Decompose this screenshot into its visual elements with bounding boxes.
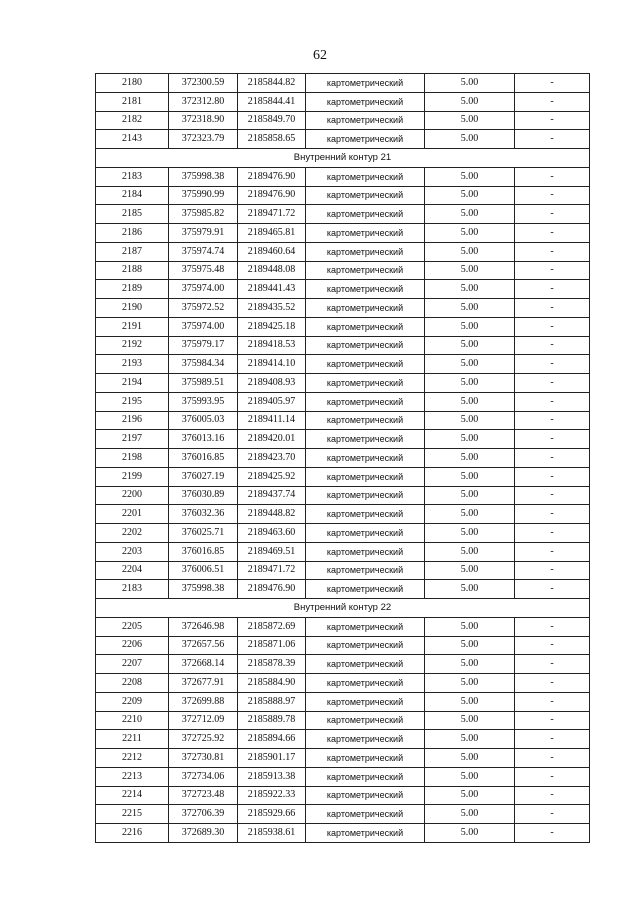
table-row	[96, 580, 590, 599]
accuracy-cell: 5.00	[425, 505, 515, 524]
y-coordinate-cell: 2189476.90	[238, 186, 306, 205]
description-cell: -	[515, 205, 590, 224]
accuracy-cell: 5.00	[425, 167, 515, 186]
point-number-cell: 2197	[96, 430, 169, 449]
table-row	[96, 655, 590, 674]
accuracy-cell: 5.00	[425, 74, 515, 93]
x-coordinate-cell: 375975.48	[169, 261, 238, 280]
y-coordinate-cell: 2185894.66	[238, 730, 306, 749]
y-coordinate-cell: 2189435.52	[238, 299, 306, 318]
y-coordinate-cell: 2189448.82	[238, 505, 306, 524]
accuracy-cell: 5.00	[425, 449, 515, 468]
method-cell: картометрический	[306, 111, 425, 130]
x-coordinate-cell: 372312.80	[169, 92, 238, 111]
accuracy-cell: 5.00	[425, 561, 515, 580]
point-number-cell: 2214	[96, 786, 169, 805]
point-number-cell: 2183	[96, 580, 169, 599]
description-cell: -	[515, 580, 590, 599]
y-coordinate-cell: 2185849.70	[238, 111, 306, 130]
method-cell: картометрический	[306, 392, 425, 411]
x-coordinate-cell: 375974.00	[169, 317, 238, 336]
method-cell: картометрический	[306, 299, 425, 318]
y-coordinate-cell: 2189414.10	[238, 355, 306, 374]
method-cell: картометрический	[306, 580, 425, 599]
y-coordinate-cell: 2189469.51	[238, 542, 306, 561]
description-cell: -	[515, 711, 590, 730]
x-coordinate-cell: 372657.56	[169, 636, 238, 655]
y-coordinate-cell: 2185878.39	[238, 655, 306, 674]
x-coordinate-cell: 375985.82	[169, 205, 238, 224]
description-cell: -	[515, 805, 590, 824]
table-row	[96, 167, 590, 186]
method-cell: картометрический	[306, 92, 425, 111]
x-coordinate-cell: 376016.85	[169, 542, 238, 561]
x-coordinate-cell: 372318.90	[169, 111, 238, 130]
point-number-cell: 2181	[96, 92, 169, 111]
table-row	[96, 392, 590, 411]
accuracy-cell: 5.00	[425, 467, 515, 486]
point-number-cell: 2211	[96, 730, 169, 749]
description-cell: -	[515, 561, 590, 580]
table-row	[96, 692, 590, 711]
table-row	[96, 542, 590, 561]
accuracy-cell: 5.00	[425, 486, 515, 505]
accuracy-cell: 5.00	[425, 374, 515, 393]
x-coordinate-cell: 372706.39	[169, 805, 238, 824]
coordinates-table	[95, 73, 590, 843]
description-cell: -	[515, 786, 590, 805]
point-number-cell: 2189	[96, 280, 169, 299]
table-row	[96, 711, 590, 730]
y-coordinate-cell: 2185871.06	[238, 636, 306, 655]
accuracy-cell: 5.00	[425, 749, 515, 768]
table-row	[96, 205, 590, 224]
method-cell: картометрический	[306, 805, 425, 824]
point-number-cell: 2204	[96, 561, 169, 580]
accuracy-cell: 5.00	[425, 280, 515, 299]
description-cell: -	[515, 524, 590, 543]
x-coordinate-cell: 376016.85	[169, 449, 238, 468]
point-number-cell: 2216	[96, 824, 169, 843]
point-number-cell: 2191	[96, 317, 169, 336]
x-coordinate-cell: 372734.06	[169, 767, 238, 786]
section-header-row	[96, 149, 590, 168]
description-cell: -	[515, 261, 590, 280]
description-cell: -	[515, 449, 590, 468]
method-cell: картометрический	[306, 130, 425, 149]
description-cell: -	[515, 824, 590, 843]
y-coordinate-cell: 2185901.17	[238, 749, 306, 768]
y-coordinate-cell: 2185884.90	[238, 674, 306, 693]
table-row	[96, 299, 590, 318]
x-coordinate-cell: 372646.98	[169, 617, 238, 636]
method-cell: картометрический	[306, 261, 425, 280]
x-coordinate-cell: 375979.17	[169, 336, 238, 355]
point-number-cell: 2210	[96, 711, 169, 730]
table-row	[96, 824, 590, 843]
y-coordinate-cell: 2185913.38	[238, 767, 306, 786]
description-cell: -	[515, 299, 590, 318]
y-coordinate-cell: 2185938.61	[238, 824, 306, 843]
method-cell: картометрический	[306, 674, 425, 693]
description-cell: -	[515, 636, 590, 655]
accuracy-cell: 5.00	[425, 674, 515, 693]
x-coordinate-cell: 372689.30	[169, 824, 238, 843]
accuracy-cell: 5.00	[425, 261, 515, 280]
y-coordinate-cell: 2185929.66	[238, 805, 306, 824]
point-number-cell: 2203	[96, 542, 169, 561]
point-number-cell: 2205	[96, 617, 169, 636]
table-body	[96, 74, 590, 843]
method-cell: картометрический	[306, 749, 425, 768]
x-coordinate-cell: 376005.03	[169, 411, 238, 430]
x-coordinate-cell: 372723.48	[169, 786, 238, 805]
description-cell: -	[515, 92, 590, 111]
method-cell: картометрический	[306, 467, 425, 486]
method-cell: картометрический	[306, 542, 425, 561]
accuracy-cell: 5.00	[425, 730, 515, 749]
point-number-cell: 2188	[96, 261, 169, 280]
x-coordinate-cell: 372668.14	[169, 655, 238, 674]
description-cell: -	[515, 674, 590, 693]
x-coordinate-cell: 376013.16	[169, 430, 238, 449]
y-coordinate-cell: 2189408.93	[238, 374, 306, 393]
accuracy-cell: 5.00	[425, 355, 515, 374]
x-coordinate-cell: 375979.91	[169, 224, 238, 243]
y-coordinate-cell: 2189476.90	[238, 580, 306, 599]
description-cell: -	[515, 542, 590, 561]
description-cell: -	[515, 655, 590, 674]
accuracy-cell: 5.00	[425, 130, 515, 149]
x-coordinate-cell: 376027.19	[169, 467, 238, 486]
accuracy-cell: 5.00	[425, 411, 515, 430]
point-number-cell: 2190	[96, 299, 169, 318]
description-cell: -	[515, 224, 590, 243]
table-row	[96, 749, 590, 768]
description-cell: -	[515, 374, 590, 393]
table-row	[96, 805, 590, 824]
point-number-cell: 2194	[96, 374, 169, 393]
description-cell: -	[515, 355, 590, 374]
accuracy-cell: 5.00	[425, 111, 515, 130]
table-row	[96, 505, 590, 524]
table-row	[96, 636, 590, 655]
x-coordinate-cell: 375998.38	[169, 167, 238, 186]
method-cell: картометрический	[306, 224, 425, 243]
x-coordinate-cell: 376030.89	[169, 486, 238, 505]
description-cell: -	[515, 486, 590, 505]
point-number-cell: 2208	[96, 674, 169, 693]
y-coordinate-cell: 2189471.72	[238, 205, 306, 224]
accuracy-cell: 5.00	[425, 655, 515, 674]
x-coordinate-cell: 375989.51	[169, 374, 238, 393]
y-coordinate-cell: 2185858.65	[238, 130, 306, 149]
point-number-cell: 2184	[96, 186, 169, 205]
x-coordinate-cell: 375993.95	[169, 392, 238, 411]
accuracy-cell: 5.00	[425, 205, 515, 224]
point-number-cell: 2187	[96, 242, 169, 261]
accuracy-cell: 5.00	[425, 580, 515, 599]
x-coordinate-cell: 372699.88	[169, 692, 238, 711]
table-row	[96, 317, 590, 336]
point-number-cell: 2206	[96, 636, 169, 655]
y-coordinate-cell: 2189476.90	[238, 167, 306, 186]
point-number-cell: 2180	[96, 74, 169, 93]
method-cell: картометрический	[306, 355, 425, 374]
method-cell: картометрический	[306, 430, 425, 449]
table-row	[96, 374, 590, 393]
x-coordinate-cell: 372323.79	[169, 130, 238, 149]
y-coordinate-cell: 2185844.41	[238, 92, 306, 111]
point-number-cell: 2192	[96, 336, 169, 355]
y-coordinate-cell: 2189463.60	[238, 524, 306, 543]
y-coordinate-cell: 2189465.81	[238, 224, 306, 243]
y-coordinate-cell: 2189448.08	[238, 261, 306, 280]
description-cell: -	[515, 130, 590, 149]
y-coordinate-cell: 2189423.70	[238, 449, 306, 468]
method-cell: картометрический	[306, 186, 425, 205]
point-number-cell: 2186	[96, 224, 169, 243]
accuracy-cell: 5.00	[425, 242, 515, 261]
table-row	[96, 786, 590, 805]
description-cell: -	[515, 280, 590, 299]
table-row	[96, 92, 590, 111]
table-row	[96, 130, 590, 149]
table-row	[96, 430, 590, 449]
table-row	[96, 336, 590, 355]
accuracy-cell: 5.00	[425, 692, 515, 711]
y-coordinate-cell: 2189425.18	[238, 317, 306, 336]
method-cell: картометрический	[306, 505, 425, 524]
description-cell: -	[515, 430, 590, 449]
table-row	[96, 411, 590, 430]
table-row	[96, 524, 590, 543]
description-cell: -	[515, 505, 590, 524]
description-cell: -	[515, 242, 590, 261]
method-cell: картометрический	[306, 524, 425, 543]
table-row	[96, 261, 590, 280]
accuracy-cell: 5.00	[425, 92, 515, 111]
description-cell: -	[515, 186, 590, 205]
method-cell: картометрический	[306, 786, 425, 805]
section-title: Внутренний контур 22	[96, 599, 590, 618]
accuracy-cell: 5.00	[425, 299, 515, 318]
description-cell: -	[515, 749, 590, 768]
x-coordinate-cell: 372677.91	[169, 674, 238, 693]
x-coordinate-cell: 375984.34	[169, 355, 238, 374]
table-row	[96, 355, 590, 374]
y-coordinate-cell: 2189460.64	[238, 242, 306, 261]
table-row	[96, 467, 590, 486]
x-coordinate-cell: 375974.74	[169, 242, 238, 261]
description-cell: -	[515, 317, 590, 336]
point-number-cell: 2215	[96, 805, 169, 824]
x-coordinate-cell: 376006.51	[169, 561, 238, 580]
table-row	[96, 730, 590, 749]
x-coordinate-cell: 372730.81	[169, 749, 238, 768]
y-coordinate-cell: 2189471.72	[238, 561, 306, 580]
accuracy-cell: 5.00	[425, 317, 515, 336]
table-row	[96, 561, 590, 580]
y-coordinate-cell: 2189411.14	[238, 411, 306, 430]
y-coordinate-cell: 2189405.97	[238, 392, 306, 411]
point-number-cell: 2193	[96, 355, 169, 374]
method-cell: картометрический	[306, 767, 425, 786]
table-row	[96, 617, 590, 636]
point-number-cell: 2182	[96, 111, 169, 130]
description-cell: -	[515, 411, 590, 430]
description-cell: -	[515, 730, 590, 749]
y-coordinate-cell: 2189441.43	[238, 280, 306, 299]
accuracy-cell: 5.00	[425, 805, 515, 824]
method-cell: картометрический	[306, 711, 425, 730]
method-cell: картометрический	[306, 617, 425, 636]
description-cell: -	[515, 392, 590, 411]
method-cell: картометрический	[306, 167, 425, 186]
accuracy-cell: 5.00	[425, 186, 515, 205]
method-cell: картометрический	[306, 486, 425, 505]
table-row	[96, 449, 590, 468]
accuracy-cell: 5.00	[425, 824, 515, 843]
x-coordinate-cell: 375990.99	[169, 186, 238, 205]
accuracy-cell: 5.00	[425, 711, 515, 730]
page-number: 62	[313, 48, 327, 63]
x-coordinate-cell: 375998.38	[169, 580, 238, 599]
y-coordinate-cell: 2185872.69	[238, 617, 306, 636]
method-cell: картометрический	[306, 374, 425, 393]
method-cell: картометрический	[306, 317, 425, 336]
point-number-cell: 2212	[96, 749, 169, 768]
method-cell: картометрический	[306, 730, 425, 749]
description-cell: -	[515, 167, 590, 186]
method-cell: картометрический	[306, 561, 425, 580]
method-cell: картометрический	[306, 636, 425, 655]
point-number-cell: 2198	[96, 449, 169, 468]
method-cell: картометрический	[306, 205, 425, 224]
description-cell: -	[515, 74, 590, 93]
accuracy-cell: 5.00	[425, 786, 515, 805]
description-cell: -	[515, 692, 590, 711]
table-row	[96, 242, 590, 261]
accuracy-cell: 5.00	[425, 617, 515, 636]
x-coordinate-cell: 375974.00	[169, 280, 238, 299]
point-number-cell: 2195	[96, 392, 169, 411]
y-coordinate-cell: 2185889.78	[238, 711, 306, 730]
table-row	[96, 767, 590, 786]
y-coordinate-cell: 2185922.33	[238, 786, 306, 805]
point-number-cell: 2201	[96, 505, 169, 524]
accuracy-cell: 5.00	[425, 524, 515, 543]
table-row	[96, 486, 590, 505]
x-coordinate-cell: 376032.36	[169, 505, 238, 524]
method-cell: картометрический	[306, 411, 425, 430]
description-cell: -	[515, 467, 590, 486]
point-number-cell: 2213	[96, 767, 169, 786]
method-cell: картометрический	[306, 692, 425, 711]
accuracy-cell: 5.00	[425, 224, 515, 243]
x-coordinate-cell: 375972.52	[169, 299, 238, 318]
y-coordinate-cell: 2189437.74	[238, 486, 306, 505]
accuracy-cell: 5.00	[425, 542, 515, 561]
point-number-cell: 2185	[96, 205, 169, 224]
method-cell: картометрический	[306, 242, 425, 261]
accuracy-cell: 5.00	[425, 636, 515, 655]
y-coordinate-cell: 2189420.01	[238, 430, 306, 449]
section-header-row	[96, 599, 590, 618]
point-number-cell: 2199	[96, 467, 169, 486]
x-coordinate-cell: 372300.59	[169, 74, 238, 93]
method-cell: картометрический	[306, 336, 425, 355]
point-number-cell: 2202	[96, 524, 169, 543]
description-cell: -	[515, 767, 590, 786]
description-cell: -	[515, 111, 590, 130]
description-cell: -	[515, 336, 590, 355]
table-row	[96, 280, 590, 299]
accuracy-cell: 5.00	[425, 392, 515, 411]
y-coordinate-cell: 2185888.97	[238, 692, 306, 711]
description-cell: -	[515, 617, 590, 636]
table-row	[96, 74, 590, 93]
accuracy-cell: 5.00	[425, 767, 515, 786]
table-row	[96, 224, 590, 243]
x-coordinate-cell: 372725.92	[169, 730, 238, 749]
accuracy-cell: 5.00	[425, 430, 515, 449]
table-row	[96, 674, 590, 693]
accuracy-cell: 5.00	[425, 336, 515, 355]
point-number-cell: 2209	[96, 692, 169, 711]
method-cell: картометрический	[306, 655, 425, 674]
point-number-cell: 2183	[96, 167, 169, 186]
y-coordinate-cell: 2189425.92	[238, 467, 306, 486]
y-coordinate-cell: 2189418.53	[238, 336, 306, 355]
point-number-cell: 2200	[96, 486, 169, 505]
point-number-cell: 2196	[96, 411, 169, 430]
method-cell: картометрический	[306, 449, 425, 468]
method-cell: картометрический	[306, 74, 425, 93]
y-coordinate-cell: 2185844.82	[238, 74, 306, 93]
table-row	[96, 111, 590, 130]
section-title: Внутренний контур 21	[96, 149, 590, 168]
x-coordinate-cell: 376025.71	[169, 524, 238, 543]
method-cell: картометрический	[306, 280, 425, 299]
table-row	[96, 186, 590, 205]
method-cell: картометрический	[306, 824, 425, 843]
point-number-cell: 2207	[96, 655, 169, 674]
point-number-cell: 2143	[96, 130, 169, 149]
x-coordinate-cell: 372712.09	[169, 711, 238, 730]
